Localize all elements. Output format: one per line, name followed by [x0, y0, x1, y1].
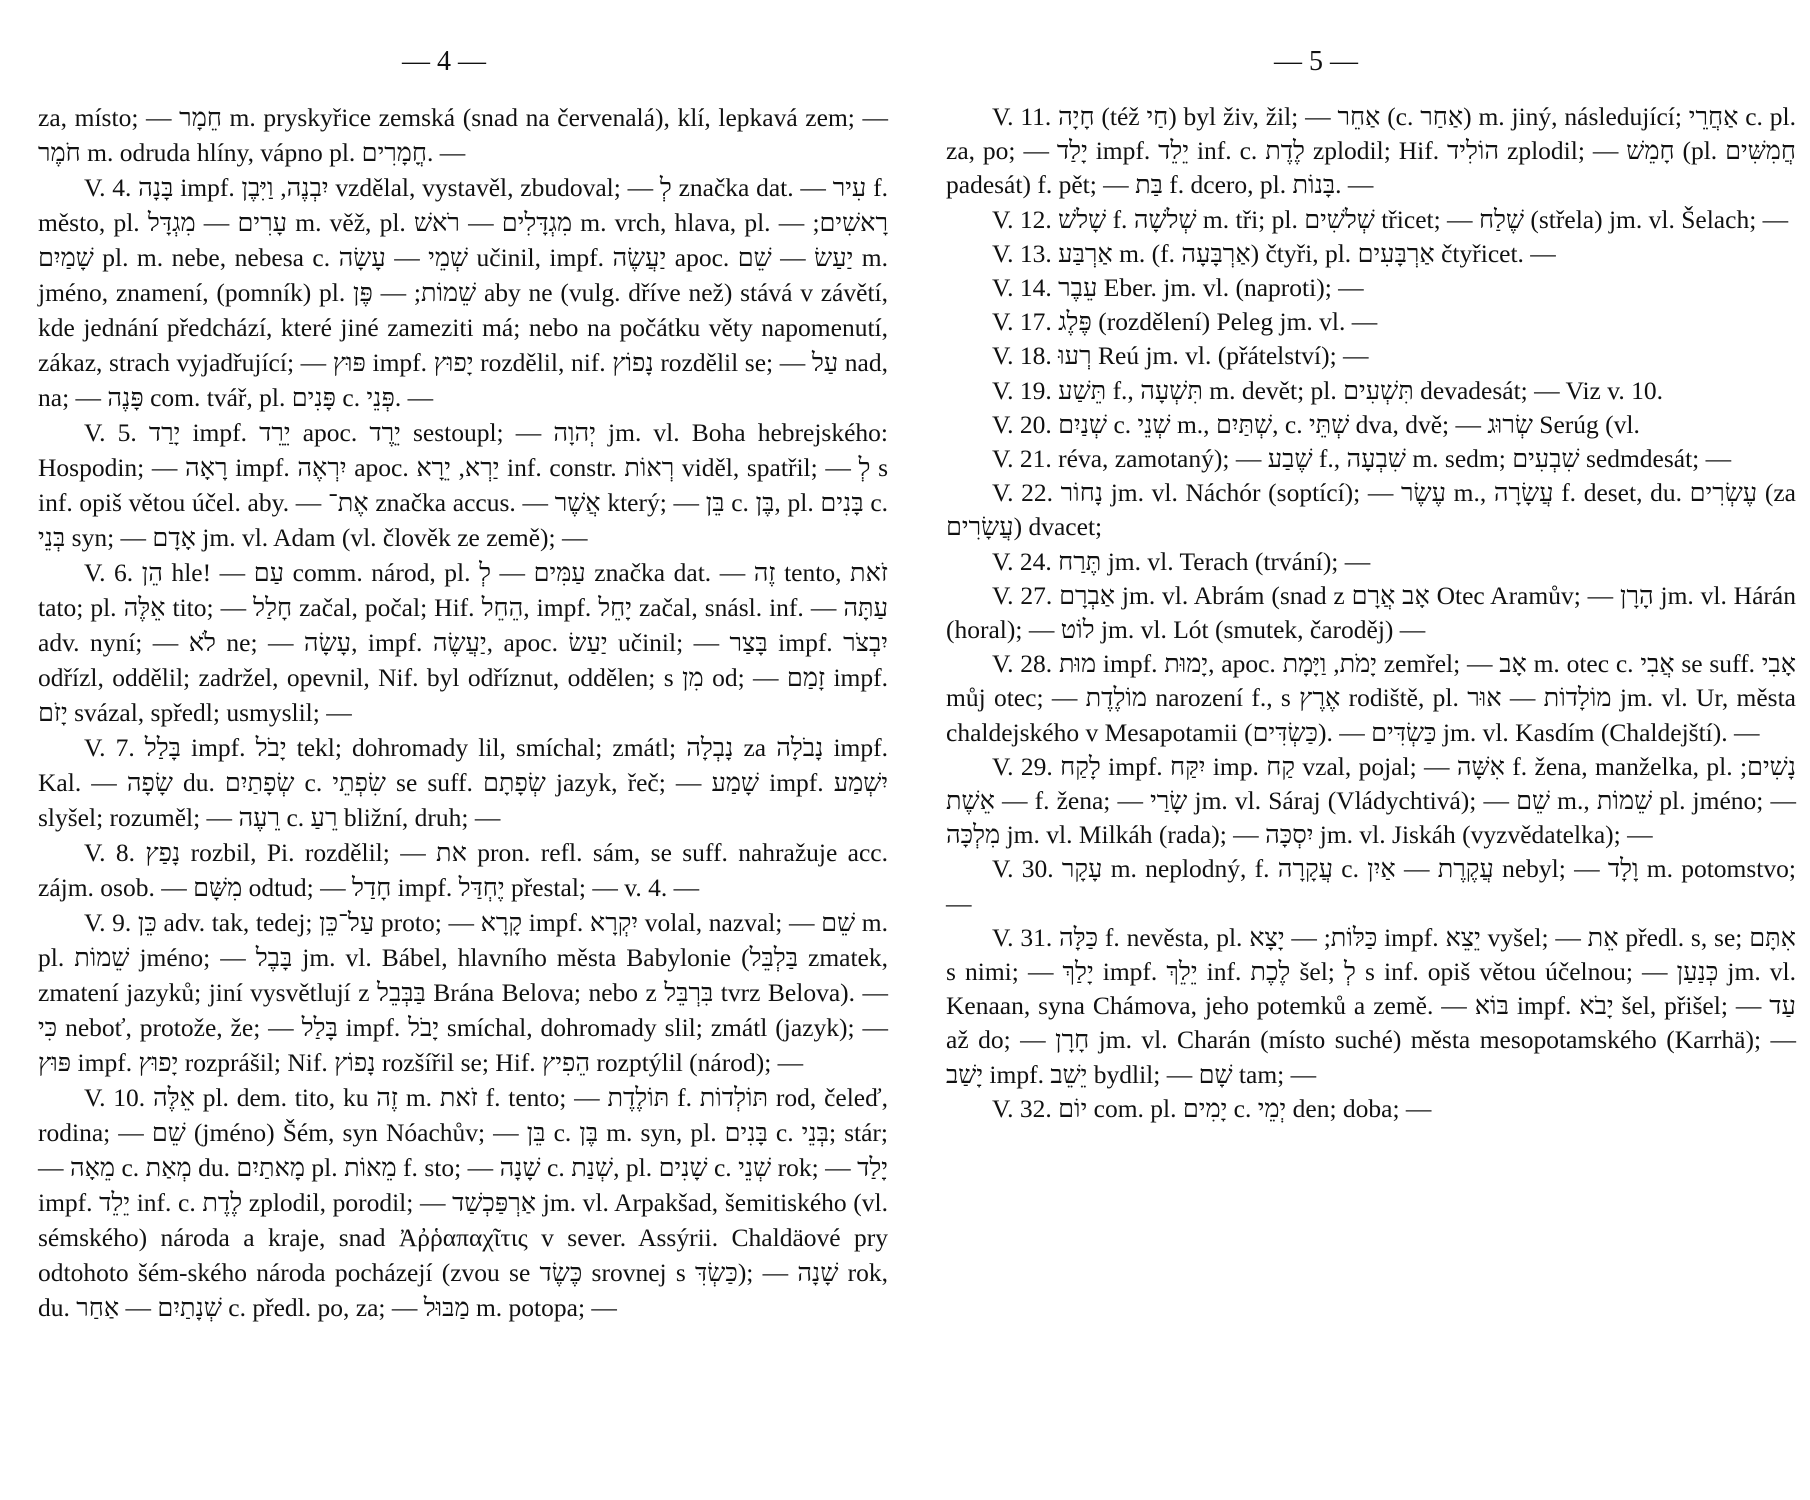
entry-paragraph: V. 27. אַבְרָם jm. vl. Abrám (snad z אָב אֲרָם Otec Aramův; — הָרָן jm. vl. Hárán (horal); — לוֹט jm. vl. Lót (smutek, čaroděj) — — [946, 580, 1796, 645]
right-page-text — [946, 100, 1796, 1126]
entry-paragraph: V. 20. שְׁנַיִם c. שְׁנֵי m., שְׁתַּיִם, c. שְׁתֵּי dva, dvě; — שְׂרוּג Serúg (vl. — [992, 409, 1640, 439]
right-page — [946, 0, 1806, 1500]
entry-paragraph: V. 14. עֵבֶר Eber. jm. vl. (naproti); — — [992, 273, 1364, 303]
entry-paragraph: V. 4. בָּנָה impf. יִבְנֶה, וַיִּבֶן vzdělal, vystavěl, zbudoval; — לְ značka dat. — עִיר f. město, pl. עָרִים — מִגְדָּל m. věž, pl. מִגְדָּלִים — רֹאשׁ m. vrch, hlava, pl. רָאשִׁים; — שָׁמַיִם pl. m. nebe, nebesa c. שְׁמֵי — עָשָׂה učinil, impf. יַעֲשֶׂה apoc. יַעַשׂ — שֵׁם m. jméno, znamení, (pomník) pl. שֵׁמוֹת; — פֶּן aby ne (vulg. dříve než) stává v závětí, kde jednání předchází, které jiné zameziti má; nebo na počátku věty napomenutí, zákaz, strach vyjadřující; — פּוּץ impf. יָפוּץ rozdělil, nif. נָפוֹץ rozdělil se; — עַל nad, na; — פָּנֶה com. tvář, pl. פָּנִים c. פְּנֵי. — — [38, 173, 889, 412]
entry-paragraph: V. 9. כֵּן adv. tak, tedej; עַל־כֵּן proto; — קָרָא impf. יִקְרָא volal, nazval; — שֵׁם m. pl. שֵׁמוֹת jméno; — בָּבֶל jm. vl. Bábel, hlavního města Babylonie (בַּלְבֵּל zmatek, zmatení jazyků; jiní vysvětlují z בַּבְּבֵל Brána Belova; nebo z בִּרְבֵּל tvrz Belova). — כִּי neboť, protože, že; — בָּלַל impf. יָבֹל smíchal, dohromady slil; zmátl (jazyk); — פּוּץ impf. יָפוּץ rozprášil; Nif. נָפוֹץ rozšířil se; Hif. הֵפִיץ rozptýlil (národ); — — [38, 908, 889, 1077]
entry-paragraph: V. 13. אַרְבַּע m. (f. אַרְבָּעָה) čtyři, pl. אַרְבָּעִים čtyřicet. — — [992, 238, 1556, 268]
entry-paragraph: V. 18. רְעוּ Reú jm. vl. (přátelství); — — [992, 341, 1369, 371]
entry-paragraph: V. 5. יָרַד impf. יֵרֵד apoc. יֵרֶד sestoupl; — יְהוָה jm. vl. Boha hebrejského: Hospodin; — רָאָה impf. יִרְאֶה apoc. יַרְא, יֵרָא inf. constr. רְאוֹת viděl, spatřil; — לְ s inf. opiš větou účel. aby. — אֶת־ značka accus. — אֲשֶׁר který; — בֵּן c. בֶּן, pl. בָּנִים c. בְּנֵי syn; — אָדָם jm. vl. Adam (vl. člověk ze země); — — [38, 418, 889, 552]
entry-paragraph: za, místo; — חֵמָר m. pryskyřice zemská (snad na červenalá), klí, lepkavá zem; — חֹמֶר m. odruda hlíny, vápno pl. חֳמָרִים. — — [38, 103, 888, 167]
entry-paragraph: V. 24. תֶּרַח jm. vl. Terach (trvání); — — [992, 546, 1371, 576]
left-page-text — [38, 100, 888, 1325]
left-page — [38, 0, 898, 1500]
entry-paragraph: V. 29. לָקַח impf. יִקַּח imp. קַח vzal, pojal; — אִשָּׁה f. žena, manželka, pl. נָשִׁים; — אֵשֶׁת f. žena; — שָׂרַי jm. vl. Sáraj (Vládychtivá); — שֵׁם m., שֵׁמוֹת pl. jméno; — מִלְכָּה jm. vl. Milkáh (rada); — יִסְכָּה jm. vl. Jiskáh (vyzvědatelka); — — [946, 751, 1796, 850]
entry-paragraph: V. 6. הֵן hle! — עַם comm. národ, pl. עַמִּים — לְ značka dat. — זֶה tento, זֹאת tato; pl. אֵלֶּה tito; — חָלַל začal, počal; Hif. הֵחֵל, impf. יָחֵל začal, snásl. inf. — עַתָּה adv. nyní; — לֹא ne; — עָשָׂה, impf. יַעֲשֶׂה, apoc. יַעַשׂ učinil; — בָּצַר impf. יִבְצֹר odřízl, oddělil; zadržel, opevnil, Nif. byl odříznut, oddělen; s מִן od; — זָמַם impf. יָזֹם svázal, spředl; usmyslil; — — [38, 558, 888, 727]
entry-paragraph: V. 28. מוּת impf. יָמוּת, apoc. יָמֹת, וַיָּמָת zemřel; — אָב m. otec c. אֲבִי se suff. אָבִי můj otec; — מוֹלֶדֶת narození f., s אֶרֶץ rodiště, pl. מוֹלָדוֹת — אוּר jm. vl. Ur, města chaldejského v Mesapotamii (כַּשְׂדִּים). — כַּשְׂדִּים jm. vl. Kasdím (Chaldejští). — — [946, 649, 1797, 747]
entry-paragraph: V. 32. יוֹם com. pl. יָמִים c. יְמֵי den; doba; — — [992, 1093, 1432, 1123]
entry-paragraph: V. 17. פֶּלֶג (rozdělení) Peleg jm. vl. — — [992, 307, 1378, 337]
entry-paragraph: V. 30. עָקָר m. neplodný, f. עֲקָרָה c. עֲקֶרֶת — אַיִן nebyl; — וָלָד m. potomstvo; — — [946, 854, 1796, 918]
page-number-left: — 4 — — [402, 46, 486, 77]
entry-paragraph: V. 10. אֵלֶּה pl. dem. tito, ku זֶה m. זֹאת f. tento; — תּוֹלֶדֶת f. תּוֹלְדוֹת rod, čeleď, rodina; — שֵׁם (jméno) Šém, syn Nóachův; — בֵּן c. בֶּן m. syn, pl. בָּנִים c. בְּנֵי; stár; — מֵאָה c. מְאַת du. מָאתַיִם pl. מֵאוֹת f. sto; — שָׁנָה c. שְׁנַת, pl. שָׁנִים c. שְׁנֵי rok; — יָלַד impf. יֵלֵד inf. c. לֶדֶת zplodil, porodil; — אַרְפַּכְשַׁד jm. vl. Arpakšad, šemitiského (vl. sémského) národa a kraje, snad Ἀῤῥαπαχῖτις v sever. Assýrii. Chaldäové pry odtohoto šém-ského národa pocházejí (zvou se כֶּשֶׂד srovnej s כַּשְׂדִּ); — שָׁנָה rok, du. שְׁנָתַיִם — אַחַר c. předl. po, za; — מַבּוּל m. potopa; — — [38, 1083, 888, 1322]
entry-paragraph: V. 19. תֵּשַׁע f., תִּשְׁעָה m. devět; pl. תִּשְׁעִים devadesát; — Viz v. 10. — [992, 375, 1663, 405]
page-number-right: — 5 — — [1274, 46, 1358, 77]
entry-paragraph: V. 12. שָׁלשׁ f. שְׁלשָׁה m. tři; pl. שְׁלשִׁים třicet; — שֶׁלַח (střela) jm. vl. Šelach; — — [992, 204, 1789, 234]
entry-paragraph: V. 11. חָיָה (též חַי) byl živ, žil; — אַחֵר (c. אַחַר) m. jiný, následující; אַחֲרֵי c. pl. za, po; — יָלַד impf. יֵלֵד inf. c. לֶדֶת zplodil; Hif. הוֹלִיד zplodil; — חָמֵשׁ (pl. חֲמִשִּׁים padesát) f. pět; — בַּת f. dcero, pl. בָּנוֹת. — — [946, 102, 1796, 200]
entry-paragraph: V. 31. כַּלָּה f. nevěsta, pl. כַּלּוֹת; — יָצָא impf. יֵצֵא vyšel; — אֵת předl. s, se; אִתָּם s nimi; — יָלַךְ impf. יֵלֵךְ inf. לֶכֶת šel; לְ s inf. opiš větou účelnou; — כְּנַעַן jm. vl. Kenaan, syna Chámova, jeho potemků a země. — בּוֹא impf. יָבֹא šel, přišel; — עַד až do; — חָרָן jm. vl. Charán (místo suché) města mesopotamského (Karrhä); — יָשַׁב impf. יֵשֵׁב bydlil; — שָׁם tam; — — [946, 922, 1796, 1089]
entry-paragraph: V. 8. נָפַץ rozbil, Pi. rozdělil; — את pron. refl. sám, se suff. nahražuje acc. zájm. osob. — מִשָּׁם odtud; — חָדַל impf. יֶחְדַּל přestal; — v. 4. — — [38, 838, 888, 902]
entry-paragraph: V. 21. réva, zamotaný); — שֶׁבַע f., שִׁבְעָה m. sedm; שִׁבְעִים sedmdesát; — — [992, 444, 1732, 474]
entry-paragraph: V. 7. בָּלַל impf. יָבֹל tekl; dohromady lil, smíchal; zmátl; נָבְלָה za נָבֹלָה impf. Kal. — שָׂפָה du. שְׂפָתַיִם c. שִׂפְתֵי se suff. שְׂפָתָם jazyk, řeč; — שָׁמַע impf. יִשְׁמַע slyšel; rozuměl; — רֵעֶה c. רֵעַ bližní, druh; — — [38, 733, 889, 832]
entry-paragraph: V. 22. נָחוֹר jm. vl. Náchór (soptící); — עֶשֶׂר m., עֲשָׂרָה f. deset, du. עֶשְׂרִים (za עֲשָׂרִים) dvacet; — [946, 478, 1796, 542]
